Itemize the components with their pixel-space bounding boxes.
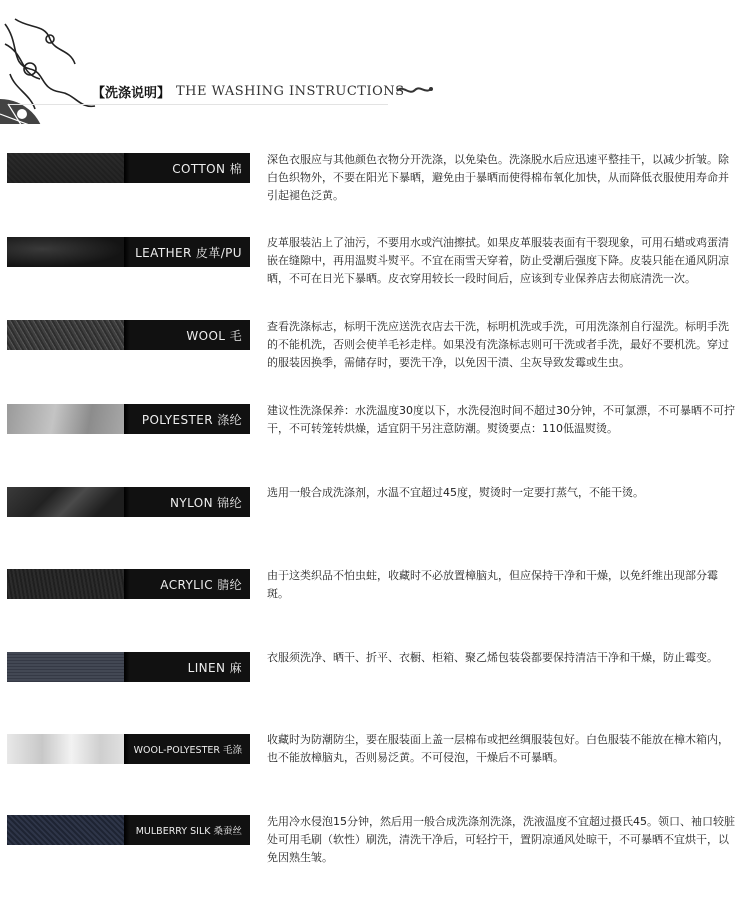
fabric-swatch: [7, 652, 124, 682]
fabric-swatch: [7, 320, 124, 350]
care-instructions: 建议性洗涤保养：水洗温度30度以下，水洗侵泡时间不超过30分钟，不可氯漂，不可暴晒不可拧干，不可转笼转烘燥，适宜阴干另注意防潮。熨烫要点：110低温熨烫。: [267, 404, 735, 435]
material-label: [7, 237, 250, 267]
title-english: THE WASHING INSTRUCTIONS: [176, 83, 405, 99]
section-title: [92, 80, 405, 102]
fabric-swatch: [7, 237, 124, 267]
divider: [8, 104, 388, 105]
material-label: [7, 487, 250, 517]
care-instructions: 查看洗涤标志，标明干洗应送洗衣店去干洗，标明机洗或手洗，可用洗涤剂自行湿洗。标明手洗的不能机洗，否则会使羊毛衫走样。如果没有洗涤标志则可干洗或者手洗，最好不要机洗。穿过的服装因换季，需储存时，要洗干净，以免因干渍、尘灰导致发霉或生虫。: [267, 320, 729, 369]
material-label: [7, 815, 250, 845]
fabric-swatch: [7, 569, 124, 599]
fabric-swatch: [7, 487, 124, 517]
material-name: POLYESTER 涤纶: [124, 404, 250, 434]
care-instructions: 衣服须洗净、晒干、折平、衣橱、柜箱、聚乙烯包装袋都要保持清洁干净和干燥，防止霉变。: [267, 651, 718, 664]
care-instructions: 由于这类织品不怕虫蛀，收藏时不必放置樟脑丸，但应保持干净和干燥，以免纤维出现部分霉斑。: [267, 569, 718, 600]
material-label: [7, 652, 250, 682]
material-name: NYLON 锦纶: [124, 487, 250, 517]
care-instructions: 选用一般合成洗涤剂，水温不宜超过45度，熨烫时一定要打蒸气，不能干烫。: [267, 486, 644, 499]
fabric-swatch: [7, 404, 124, 434]
care-instructions: 先用冷水侵泡15分钟，然后用一般合成洗涤剂洗涤，洗液温度不宜超过摄氏45。领口、袖口较脏处可用毛刷（软性）刷洗，清洗干净后，可轻拧干，置阴凉通风处晾干，不可暴晒不宜烘干，以免因熟生皱。: [267, 815, 735, 864]
fabric-swatch: [7, 153, 124, 183]
material-name: LINEN 麻: [124, 652, 250, 682]
material-name: WOOL-POLYESTER 毛涤: [124, 734, 250, 764]
material-name: MULBERRY SILK 桑蚕丝: [124, 815, 250, 845]
material-name: WOOL 毛: [124, 320, 250, 350]
material-label: [7, 320, 250, 350]
care-instructions: 收藏时为防潮防尘，要在服装面上盖一层棉布或把丝绸服装包好。白色服装不能放在樟木箱内，也不能放樟脑丸，否则易泛黄。不可侵泡，干燥后不可暴晒。: [267, 733, 729, 764]
material-name: ACRYLIC 腈纶: [124, 569, 250, 599]
material-label: [7, 734, 250, 764]
material-label: [7, 404, 250, 434]
material-name: COTTON 棉: [124, 153, 250, 183]
material-name: LEATHER 皮革/PU: [124, 237, 250, 267]
fabric-swatch: [7, 815, 124, 845]
material-label: [7, 569, 250, 599]
care-instructions: 皮革服装沾上了油污，不要用水或汽油擦拭。如果皮革服装表面有干裂现象，可用石蜡或鸡蛋清嵌在缝隙中，再用温熨斗熨平。不宜在雨雪天穿着，防止受潮后强度下降。皮装只能在通风阴凉晒，不可在日光下暴晒。皮衣穿用较长一段时间后，应该到专业保养店去彻底清洗一次。: [267, 236, 729, 285]
header: [0, 0, 745, 130]
floral-ornament-icon: [0, 14, 110, 124]
fabric-swatch: [7, 734, 124, 764]
swirl-decoration-icon: [395, 82, 435, 98]
title-chinese: 【洗涤说明】: [92, 85, 171, 101]
care-instructions: 深色衣服应与其他颜色衣物分开洗涤，以免染色。洗涤脱水后应迅速平整挂干，以减少折皱。除白色织物外，不要在阳光下暴晒，避免由于暴晒而使得棉布氧化加快，从而降低衣服使用寿命并引起褪色泛黄。: [267, 153, 729, 202]
material-label: [7, 153, 250, 183]
